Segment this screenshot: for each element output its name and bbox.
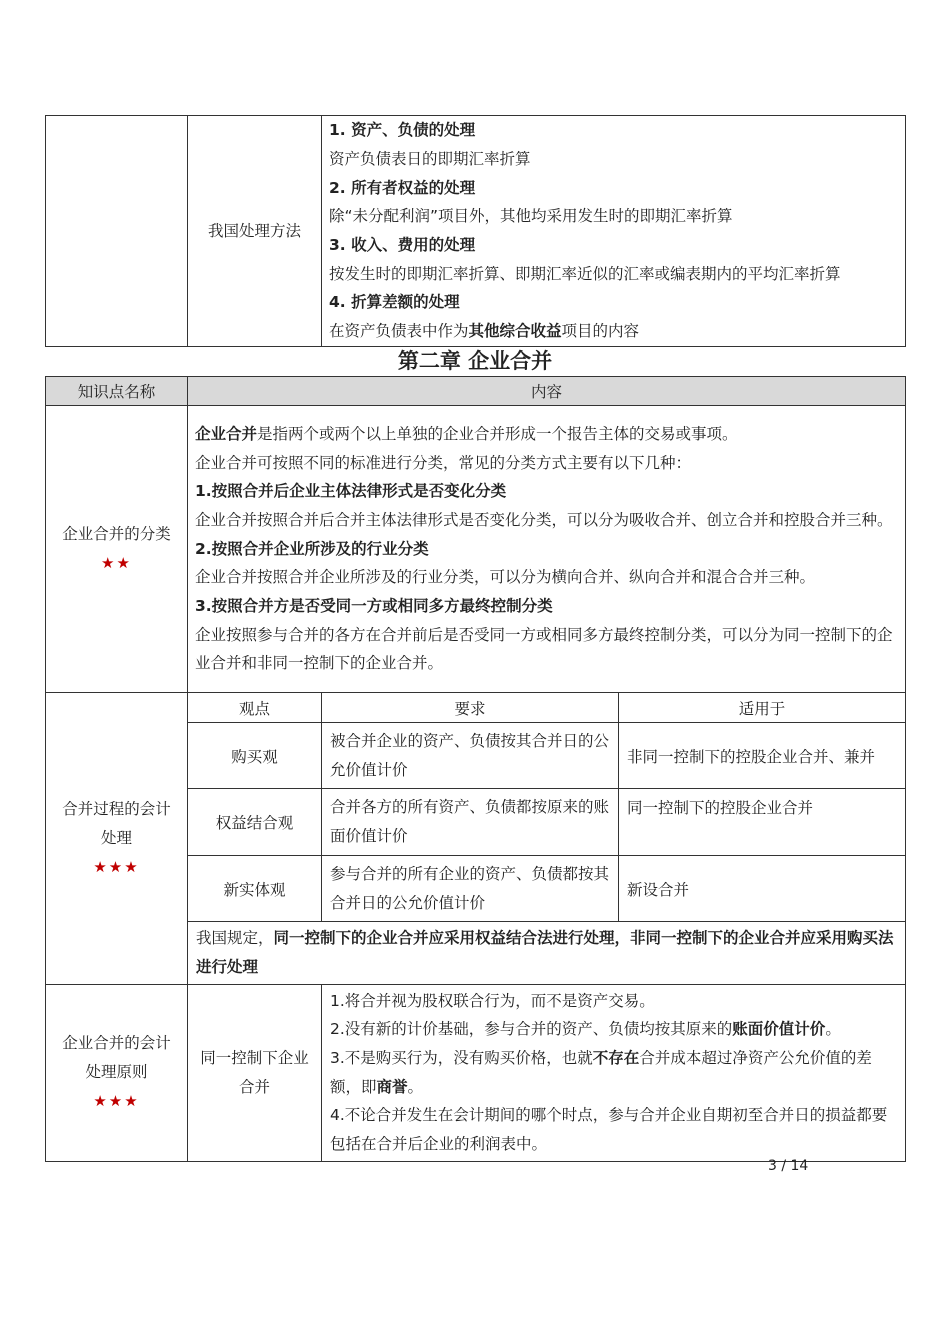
process-name-line-2: 处理 — [100, 828, 132, 847]
classification-para-2: 企业合并按照合并企业所涉及的行业分类，可以分为横向合并、纵向合并和混合合并三种。 — [195, 568, 816, 587]
classification-definition: 企业合并是指两个或两个以上单独的企业合并形成一个报告主体的交易或事项。 — [195, 424, 738, 443]
principles-sub-label: 同一控制下企业合并 — [188, 984, 322, 1161]
classification-heading-1: 1.按照合并后企业主体法律形式是否变化分类 — [195, 482, 507, 501]
classification-content — [188, 406, 906, 693]
top-row-label: 我国处理方法 — [188, 116, 322, 347]
top-line-7: 4. 折算差额的处理 — [329, 293, 460, 312]
process-note-bold: 同一控制下的企业合并应采用权益结合法进行处理，非同一控制下的企业合并应采用购买法进行处理 — [196, 929, 894, 976]
principles-name-cell — [46, 984, 188, 1161]
process-apply-2: 同一控制下的控股企业合并 — [619, 789, 906, 855]
top-line-2: 资产负债表日的即期汇率折算 — [329, 149, 531, 168]
process-view-2: 权益结合观 — [188, 789, 322, 855]
process-note-row — [188, 922, 906, 984]
process-view-3: 新实体观 — [188, 855, 322, 921]
principles-row — [46, 984, 906, 1161]
classification-name: 企业合并的分类 — [62, 525, 171, 543]
top-line-6: 按发生时的即期汇率折算、即期汇率近似的汇率或编表期内的平均汇率折算 — [329, 264, 841, 283]
top-line-5: 3. 收入、费用的处理 — [329, 236, 476, 254]
process-row-newentity — [188, 855, 906, 921]
classification-name-cell — [46, 406, 188, 693]
process-subtable — [187, 692, 906, 985]
process-content — [188, 693, 906, 985]
header-row — [46, 377, 906, 406]
principles-content — [188, 984, 906, 1161]
classification-para-1: 企业合并按照合并后合并主体法律形式是否变化分类，可以分为吸收合并、创立合并和控股合并三种。 — [195, 510, 893, 529]
process-note: 我国规定，同一控制下的企业合并应采用权益结合法进行处理，非同一控制下的企业合并应采用购买法进行处理 — [188, 922, 906, 984]
top-line-3: 2. 所有者权益的处理 — [329, 178, 476, 197]
process-apply-3: 新设合并 — [619, 855, 906, 921]
principles-subtable — [187, 984, 906, 1162]
principles-name-line-2: 处理原则 — [85, 1063, 148, 1082]
process-req-2: 合并各方的所有资产、负债都按原来的账面价值计价 — [322, 789, 619, 855]
classification-row — [46, 406, 906, 693]
process-name-cell — [46, 693, 188, 985]
principles-line-3: 3.不是购买行为，没有购买价格，也就不存在合并成本超过净资产公允价值的差额，即商誉。 — [330, 1049, 872, 1096]
principles-line-2: 2.没有新的计价基础，参与合并的资产、负债均按其原来的账面价值计价。 — [330, 1020, 841, 1039]
process-header-apply: 适用于 — [619, 693, 906, 723]
process-req-3: 参与合并的所有企业的资产、负债都按其合并日的公允价值计价 — [322, 855, 619, 921]
header-col-name: 知识点名称 — [46, 377, 188, 406]
process-header-view: 观点 — [188, 693, 322, 723]
principles-line-4: 4.不论合并发生在会计期间的哪个时点，参与合并企业自期初至合并日的损益都要包括在合并后企业的利润表中。 — [330, 1106, 888, 1154]
classification-intro: 企业合并可按照不同的标准进行分类，常见的分类方式主要有以下几种： — [195, 453, 692, 472]
top-line-8: 在资产负债表中作为其他综合收益项目的内容 — [329, 322, 640, 341]
process-stars: ★★★ — [93, 857, 140, 876]
process-subheader — [188, 693, 906, 723]
process-header-req: 要求 — [322, 693, 619, 723]
classification-stars: ★★ — [101, 554, 132, 572]
process-row-purchase — [188, 723, 906, 789]
process-apply-1: 非同一控制下的控股企业合并、兼并 — [619, 723, 906, 789]
principles-stars: ★★★ — [93, 1092, 140, 1111]
principles-line-1: 1.将合并视为股权联合行为，而不是资产交易。 — [330, 991, 655, 1010]
process-req-1: 被合并企业的资产、负债按其合并日的公允价值计价 — [322, 723, 619, 789]
top-empty-cell — [46, 116, 188, 347]
page-number: 3 / 14 — [768, 1158, 809, 1174]
top-line-4: 除“未分配利润”项目外，其他均采用发生时的即期汇率折算 — [329, 207, 733, 226]
classification-para-3: 企业按照参与合并的各方在合并前后是否受同一方或相同多方最终控制分类，可以分为同一控制下的企业合并和非同一控制下的企业合并。 — [195, 625, 893, 673]
top-line-8-bold: 其他综合收益 — [468, 322, 562, 341]
top-content-cell — [322, 116, 906, 347]
process-view-1: 购买观 — [188, 723, 322, 789]
principles-name-line-1: 企业合并的会计 — [62, 1034, 171, 1053]
process-row-pooling — [188, 789, 906, 855]
top-line-1: 1. 资产、负债的处理 — [329, 121, 476, 140]
header-col-content: 内容 — [188, 377, 906, 406]
principles-lines — [322, 984, 906, 1161]
process-row — [46, 693, 906, 985]
classification-heading-2: 2.按照合并企业所涉及的行业分类 — [195, 539, 429, 558]
process-name-line-1: 合并过程的会计 — [62, 799, 171, 818]
classification-heading-3: 3.按照合并方是否受同一方或相同多方最终控制分类 — [195, 597, 553, 616]
main-table — [45, 376, 906, 1162]
top-table — [45, 115, 906, 347]
chapter-title: 第二章 企业合并 — [397, 349, 553, 373]
